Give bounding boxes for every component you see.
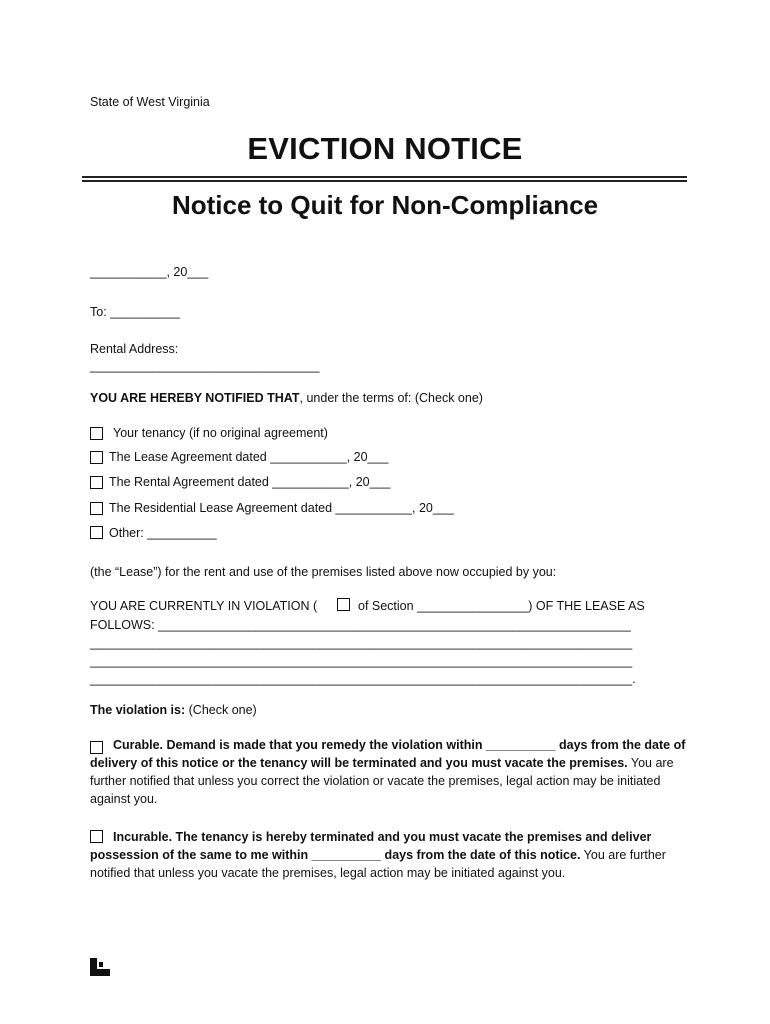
- curable-bold: Curable. Demand is made that you remedy the violation within __________ days from the date of delivery of this notice or the tenancy will be terminated and you must vacate the premises.: [90, 738, 686, 770]
- title-rule-bottom: [82, 180, 687, 182]
- violation-is-rest: (Check one): [185, 703, 257, 717]
- date-field[interactable]: ___________, 20___: [90, 265, 209, 279]
- follows-line-4[interactable]: ______________________________________________________________________________.: [90, 672, 636, 686]
- violation-is-line: [90, 701, 257, 719]
- incurable-paragraph: [90, 828, 690, 882]
- document-title: EVICTION NOTICE: [247, 131, 523, 166]
- to-field[interactable]: To: __________: [90, 305, 180, 319]
- rental-address-field[interactable]: _________________________________: [90, 359, 320, 373]
- state-label: State of West Virginia: [90, 95, 210, 109]
- curable-rest: You are further notified that unless you correct the violation or vacate the premises, legal action may be initiated against you.: [90, 756, 674, 806]
- lease-description: (the “Lease”) for the rent and use of the premises listed above now occupied by you:: [90, 565, 557, 579]
- notified-line: [90, 389, 483, 407]
- checkbox-other[interactable]: [90, 526, 103, 539]
- option-other-label: Other: __________: [109, 526, 217, 540]
- checkbox-tenancy[interactable]: [90, 427, 103, 440]
- option-rental-agreement-label: The Rental Agreement dated ___________, 20___: [109, 475, 391, 489]
- notified-bold: YOU ARE HEREBY NOTIFIED THAT: [90, 391, 300, 405]
- violation-part2: of Section ________________) OF THE LEASE AS: [358, 599, 645, 613]
- checkbox-residential-lease[interactable]: [90, 502, 103, 515]
- follows-line[interactable]: FOLLOWS: ____________________________________________________________________: [90, 618, 631, 632]
- rental-address-label: Rental Address:: [90, 342, 179, 356]
- incurable-bold: Incurable. The tenancy is hereby terminated and you must vacate the premises and deliver possession of the same to me within __________ days from the date of this notice.: [90, 830, 652, 862]
- curable-paragraph: [90, 736, 690, 808]
- option-residential-lease-label: The Residential Lease Agreement dated ___________, 20___: [109, 501, 454, 515]
- checkbox-section-violation[interactable]: [337, 598, 350, 611]
- follows-line-2[interactable]: ______________________________________________________________________________: [90, 636, 633, 650]
- option-tenancy-label: Your tenancy (if no original agreement): [113, 426, 328, 440]
- legal-templates-logo-icon: [90, 958, 110, 976]
- violation-is-bold: The violation is:: [90, 703, 186, 717]
- option-lease-agreement-label: The Lease Agreement dated ___________, 20___: [109, 450, 389, 464]
- violation-part1: YOU ARE CURRENTLY IN VIOLATION (: [90, 599, 318, 613]
- incurable-rest: You are further notified that unless you vacate the premises, legal action may be initiated against you.: [90, 848, 666, 880]
- document-subtitle: Notice to Quit for Non-Compliance: [171, 190, 599, 220]
- follows-line-3[interactable]: ______________________________________________________________________________: [90, 654, 633, 668]
- title-rule-top: [82, 176, 687, 178]
- notified-rest: , under the terms of: (Check one): [299, 391, 483, 405]
- checkbox-lease-agreement[interactable]: [90, 451, 103, 464]
- checkbox-rental-agreement[interactable]: [90, 476, 103, 489]
